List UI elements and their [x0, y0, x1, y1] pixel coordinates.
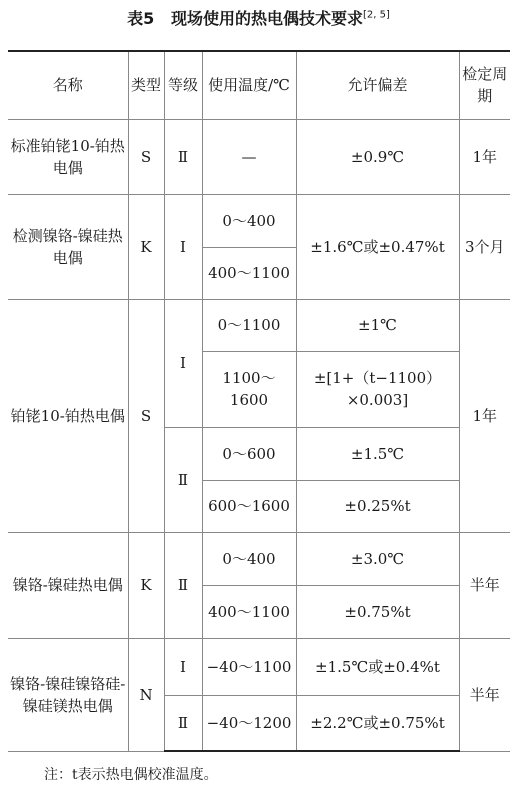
table-row [8, 532, 510, 585]
cell-temp: 400～1100 [202, 585, 296, 638]
cell-temp: — [202, 119, 296, 194]
table-caption: 现场使用的热电偶技术要求 [170, 9, 363, 28]
cell-grade: Ⅱ [164, 695, 202, 751]
cell-period: 半年 [459, 638, 510, 751]
cell-tolerance: ±1.5℃ [296, 427, 459, 480]
cell-grade: Ⅰ [164, 194, 202, 299]
cell-type: S [128, 299, 164, 532]
table-row [8, 119, 510, 194]
cell-type: K [128, 194, 164, 299]
cell-tolerance: ±0.9℃ [296, 119, 459, 194]
table-row [8, 638, 510, 695]
cell-name: 检测镍铬-镍硅热电偶 [8, 194, 128, 299]
cell-type: N [128, 638, 164, 751]
cell-tolerance: ±2.2℃或±0.75%t [296, 695, 459, 751]
cell-grade: Ⅰ [164, 299, 202, 427]
cell-type: S [128, 119, 164, 194]
cell-temp: 0～400 [202, 194, 296, 247]
table-number: 表5 [127, 9, 155, 28]
header-tolerance: 允许偏差 [296, 51, 459, 119]
cell-tolerance: ±1℃ [296, 299, 459, 351]
header-period: 检定周期 [459, 51, 510, 119]
cell-temp: 0～1100 [202, 299, 296, 351]
table-row [8, 299, 510, 351]
cell-tolerance: ±1.5℃或±0.4%t [296, 638, 459, 695]
cell-name: 镍铬-镍硅热电偶 [8, 532, 128, 638]
tolerance-text: ±1.6℃或±0.47%t [310, 237, 445, 256]
table-note: 注：t表示热电偶校准温度。 [44, 767, 218, 783]
cell-temp: 600～1600 [202, 480, 296, 532]
cell-tolerance: ±0.75%t [296, 585, 459, 638]
cell-grade: Ⅱ [164, 532, 202, 638]
header-grade: 等级 [164, 51, 202, 119]
cell-temp: 0～600 [202, 427, 296, 480]
cell-tolerance: ±[1+（t−1100）×0.003] [296, 351, 459, 427]
table-title [0, 6, 517, 29]
header-type: 类型 [128, 51, 164, 119]
cell-temp: −40～1200 [202, 695, 296, 751]
cell-grade: Ⅱ [164, 427, 202, 532]
cell-tolerance: ±3.0℃ [296, 532, 459, 585]
cell-period: 1年 [459, 119, 510, 194]
header-temp: 使用温度/℃ [202, 51, 296, 119]
cell-grade: Ⅰ [164, 638, 202, 695]
thermocouple-table [8, 50, 510, 752]
cell-period: 半年 [459, 532, 510, 638]
cell-temp: 400～1100 [202, 247, 296, 299]
cell-period: 1年 [459, 299, 510, 532]
cell-temp: 1100～1600 [202, 351, 296, 427]
header-name: 名称 [8, 51, 128, 119]
cell-type: K [128, 532, 164, 638]
cell-grade: Ⅱ [164, 119, 202, 194]
cell-period: 3个月 [459, 194, 510, 299]
citation-ref: [2, 5] [362, 9, 390, 21]
table-row [8, 194, 510, 247]
cell-tolerance: ±0.25%t [296, 480, 459, 532]
cell-name: 标准铂铑10-铂热电偶 [8, 119, 128, 194]
cell-temp: −40～1100 [202, 638, 296, 695]
cell-name: 镍铬-镍硅镍铬硅-镍硅镁热电偶 [8, 638, 128, 751]
cell-tolerance [296, 194, 459, 299]
cell-name: 铂铑10-铂热电偶 [8, 299, 128, 532]
cell-temp: 0～400 [202, 532, 296, 585]
